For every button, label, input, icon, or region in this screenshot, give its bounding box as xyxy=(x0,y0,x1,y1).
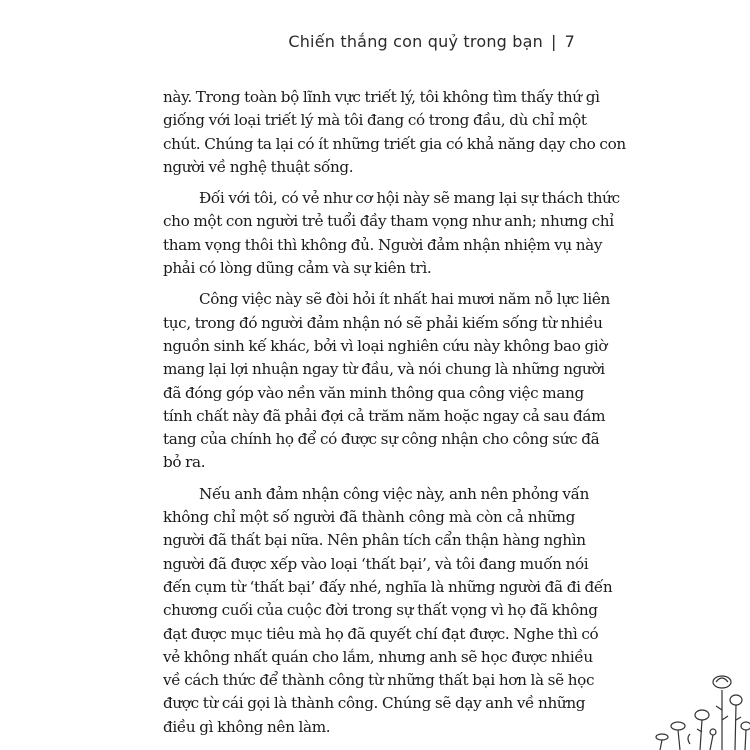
page-body-text xyxy=(163,86,626,747)
text-line: tục, trong đó người đảm nhận nó sẽ phải kiếm sống từ nhiều xyxy=(163,313,603,332)
text-line: vẻ không nhất quán cho lắm, nhưng anh sẽ học được nhiều xyxy=(163,647,593,666)
text-line: đã đóng góp vào nền văn minh thông qua công việc mang xyxy=(163,383,584,402)
text-line: tính chất này đã phải đợi cả trăm năm hoặc ngay cả sau đám xyxy=(163,406,606,425)
text-line: mang lại lợi nhuận ngay từ đầu, và nói chung là những người xyxy=(163,360,605,379)
text-line: giống với loại triết lý mà tôi đang có trong đầu, dù chỉ một xyxy=(163,111,587,130)
text-line: điều gì không nên làm. xyxy=(163,717,331,736)
text-line: người về nghệ thuật sống. xyxy=(163,157,354,176)
text-line: Nếu anh đảm nhận công việc này, anh nên phỏng vấn xyxy=(199,484,590,503)
text-line: phải có lòng dũng cảm và sự kiên trì. xyxy=(163,259,432,278)
paragraph xyxy=(163,288,610,474)
text-line: bỏ ra. xyxy=(163,453,206,472)
text-line: nguồn sinh kế khác, bởi vì loại nghiên cứu này không bao giờ xyxy=(163,336,608,355)
text-line: không chỉ một số người đã thành công mà còn cả những xyxy=(163,508,575,527)
paragraph xyxy=(163,187,620,280)
text-line: về cách thức để thành công từ những thất bại hơn là sẽ học xyxy=(163,671,595,690)
text-line: người đã được xếp vào loại ‘thất bại’, và tôi đang muốn nói xyxy=(163,554,589,573)
paragraph xyxy=(163,483,613,739)
text-line: Đối với tôi, có vẻ như cơ hội này sẽ mang lại sự thách thức xyxy=(199,189,620,208)
flower-decoration-icon xyxy=(550,660,750,750)
text-line: chương cuối của cuộc đời trong sự thất vọng vì họ đã không xyxy=(163,601,598,620)
paragraph xyxy=(163,86,626,179)
header-separator: | xyxy=(551,32,557,51)
text-line: được từ cái gọi là thành công. Chúng sẽ dạy anh về những xyxy=(163,694,586,713)
text-line: người đã thất bại nữa. Nên phân tích cẩn thận hàng nghìn xyxy=(163,531,586,550)
text-line: tham vọng thôi thì không đủ. Người đảm nhận nhiệm vụ này xyxy=(163,235,603,254)
text-line: chút. Chúng ta lại có ít những triết gia có khả năng dạy cho con xyxy=(163,134,626,153)
text-line: tang của chính họ để có được sự công nhận cho công sức đã xyxy=(163,430,600,449)
text-line: đến cụm từ ‘thất bại’ đấy nhé, nghĩa là những người đã đi đến xyxy=(163,577,613,596)
running-header xyxy=(288,32,575,51)
text-line: Công việc này sẽ đòi hỏi ít nhất hai mươi năm nỗ lực liên xyxy=(199,290,610,309)
text-line: này. Trong toàn bộ lĩnh vực triết lý, tôi không tìm thấy thứ gì xyxy=(163,88,600,106)
text-line: cho một con người trẻ tuổi đầy tham vọng như anh; nhưng chỉ xyxy=(163,212,614,231)
page-number: 7 xyxy=(564,32,575,51)
text-line: đạt được mục tiêu mà họ đã quyết chí đạt được. Nghe thì có xyxy=(163,624,599,643)
book-title: Chiến thắng con quỷ trong bạn xyxy=(288,32,544,51)
